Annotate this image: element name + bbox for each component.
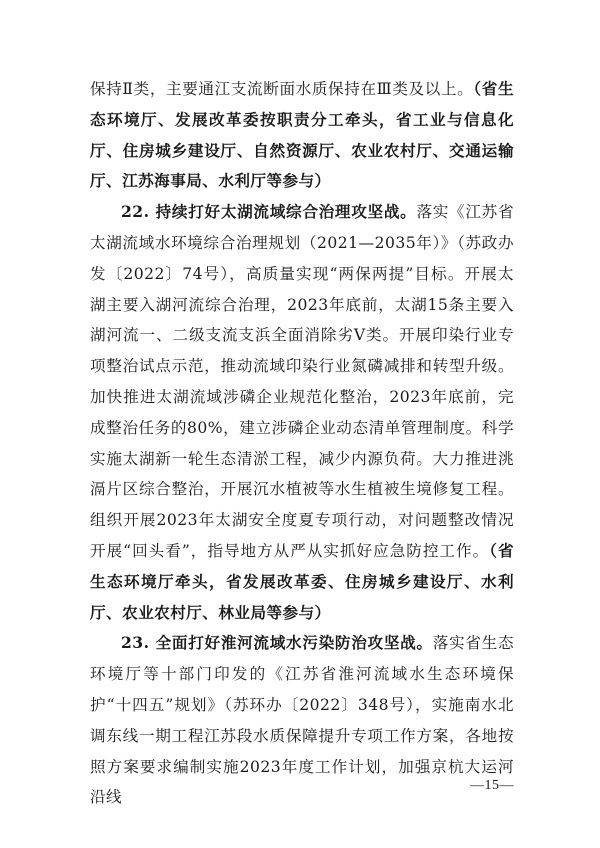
- paragraph-23: [90, 628, 514, 813]
- section-heading-23: 23. 全面打好淮河流域水污染防治攻坚战。: [121, 633, 433, 653]
- paragraph-body: 落实省生态环境厅等十部门印发的《江苏省淮河流域水生态环境保护“十四五”规划》（苏环办〔2022〕348号），实施南水北调东线一期工程江苏段水质保障提升专项工作方案，各地按照方案要求编制实施2023年度工作计划，加强京杭大运河沿线: [90, 634, 514, 807]
- paragraph-body: 落实《江苏省太湖流域水环境综合治理规划（2021—2035年）》（苏政办发〔2022〕74号），高质量实现“两保两提”目标。开展太湖主要入湖河流综合治理，2023年底前，太湖15条主要入湖河流一、二级支流支浜全面消除劣Ⅴ类。开展印染行业专项整治试点示范，推动流域印染行业氮磷减排和转型升级。加快推进太湖流域涉磷企业规范化整治，2023年底前，完成整治任务的80%，建立涉磷企业动态清单管理制度。科学实施太湖新一轮生态清淤工程，减少内源负荷。大力推进洮滆片区综合整治，开展沉水植被等水生植被生境修复工程。组织开展2023年太湖安全度夏专项行动，对问题整改情况开展“回头看”，指导地方从严从实抓好应急防控工作。: [90, 203, 515, 560]
- page-number: —15—: [470, 778, 514, 793]
- paragraph-body: 保持Ⅱ类，主要通江支流断面水质保持在Ⅲ类及以上。: [90, 80, 474, 98]
- responsibility-note: （省生态环境厅、发展改革委按职责分工牵头，省工业与信息化厅、住房城乡建设厅、自然资源厅、农业农村厅、交通运输厅、江苏海事局、水利厅等参与）: [90, 79, 514, 191]
- document-body: [90, 74, 514, 813]
- responsibility-note: （省生态环境厅牵头，省发展改革委、住房城乡建设厅、水利厅、农业农村厅、林业局等参与）: [90, 540, 514, 622]
- paragraph-22: [90, 197, 514, 628]
- paragraph-21-continuation: [90, 74, 514, 197]
- section-heading-22: 22. 持续打好太湖流域综合治理攻坚战。: [121, 202, 417, 222]
